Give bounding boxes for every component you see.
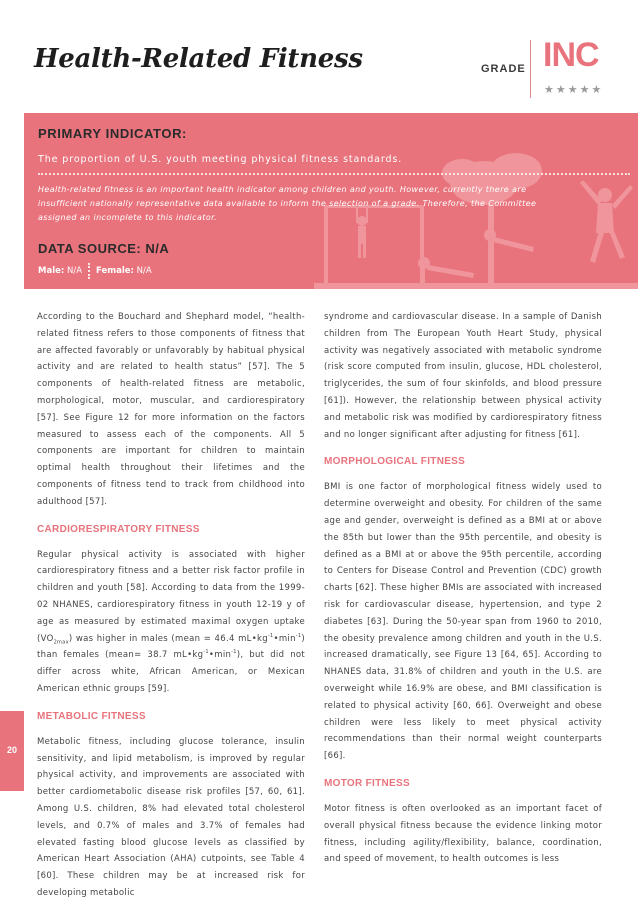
star-icon: ★	[555, 83, 566, 96]
star-icon: ★	[579, 83, 590, 96]
motor-paragraph: Motor fitness is often overlooked as an important facet of overall physical fitness because the evidence linking motor fitness, including agility/flexibility, balance, coordination, and speed of movement, to health outcomes is less	[324, 803, 602, 865]
left-column	[37, 309, 305, 902]
star-icon: ★	[567, 83, 578, 96]
right-column	[324, 309, 602, 868]
dotted-separator	[88, 263, 90, 279]
morphological-paragraph: BMI is one factor of morphological fitness widely used to determine overweight and obesity. For children of the same age and gender, overweight is defined as a BMI at or above the 85th but lower than the 95th percentile, and obesity is defined as a BMI at or above the 95th percentile, according to Centers for Disease Control and Prevention (CDC) growth charts [62]. These higher BMIs are associated with increased risk for cardiovascular disease, hypertension, and type 2 diabetes [63]. During the 50-year span from 1960 to 2010, the obesity prevalence among children and youth in the U.S. increased dramatically, see Figure 13 [64, 65]. According to NHANES data, 31.8% of children and youth in the U.S. are overweight while 16.9% are obese, and BMI classification is related to physical activity [60, 66]. Overweight and obese children were less likely to meet physical activity recommendations than their normal weight counterparts [66].	[324, 482, 602, 762]
cardiorespiratory-heading: CARDIORESPIRATORY FITNESS	[37, 523, 200, 535]
male-label: Male:	[38, 266, 65, 276]
star-icon: ★	[544, 83, 554, 96]
male-value: N/A	[66, 266, 83, 276]
grade-value: INC	[543, 36, 599, 74]
metabolic-continued-paragraph: syndrome and cardiovascular disease. In a sample of Danish children from The European Youth Heart Study, physical activity was negatively associated with metabolic syndrome (risk score computed from insulin, glucose, HDL cholesterol, triglycerides, the sum of four skinfolds, and blood pressure [61]). However, the relationship between physical activity and metabolic risk was modified by cardiorespiratory fitness and no longer significant after adjusting for fitness [61].	[324, 312, 602, 440]
data-source-values	[38, 263, 152, 279]
page-title: Health-Related Fitness	[34, 44, 363, 74]
metabolic-heading: METABOLIC FITNESS	[37, 710, 146, 722]
motor-heading: MOTOR FITNESS	[324, 777, 410, 789]
page-number: 20	[6, 745, 17, 755]
dotted-divider	[38, 173, 630, 175]
primary-indicator-subtitle: The proportion of U.S. youth meeting physical fitness standards.	[38, 154, 403, 165]
star-icon: ★	[591, 83, 602, 96]
data-source-title: DATA SOURCE: N/A	[38, 241, 170, 256]
grade-divider	[530, 40, 531, 98]
morphological-heading: MORPHOLOGICAL FITNESS	[324, 456, 466, 468]
indicator-description: Health-related fitness is an important health indicator among children and youth. However, currently there are insufficient nationally representative data available to inform the selection of a grade. Therefore, the Committee assigned an incomplete to this indicator.	[38, 185, 537, 222]
female-value: N/A	[136, 266, 152, 276]
metabolic-paragraph: Metabolic fitness, including glucose tolerance, insulin sensitivity, and lipid metabolism, is improved by regular physical activity, and improvements are associated with better cardiometabolic disease risk profiles [57, 60, 61]. Among U.S. children, 8% had elevated total cholesterol levels, and 0.7% of males and 3.7% of females had elevated fasting blood glucose levels as classified by American Heart Association (AHA) cutpoints, see Table 4 [60]. These children may be at increased risk for developing metabolic	[37, 736, 305, 898]
grade-label: GRADE	[481, 63, 526, 75]
indicator-banner	[24, 113, 638, 289]
primary-indicator-title: PRIMARY INDICATOR:	[38, 126, 187, 141]
female-label: Female:	[96, 266, 134, 276]
intro-paragraph: According to the Bouchard and Shephard model, “health-related fitness refers to those components of fitness that are affected favorably or unfavorably by habitual physical activity and are related to health status” [57]. The 5 components of health-related fitness are metabolic, morphological, motor, muscular, and cardiorespiratory [57]. See Figure 12 for more information on the factors measured to assess each of the components. All 5 components are important for children to maintain optimal health throughout their lifetimes and the components of fitness tend to track from childhood into adulthood [57].	[37, 312, 305, 507]
grade-stars	[544, 84, 601, 95]
cardiorespiratory-paragraph: Regular physical activity is associated with higher cardiorespiratory fitness and a better risk factor profile in children and youth [58]. According to data from the 1999-02 NHANES, cardiorespiratory fitness in youth 12-19 y of age as measured by estimated maximal oxygen uptake $(VO_{2max})$ was higher in males (mean = 46.4 $mL•kg^{-1}•\min^{-1}$) than females (mean= 38.7 $mL•kg^{-1}•\min^{-1}$), but did not differ across white, African American, or Mexican American ethnic groups [59].	[37, 549, 306, 694]
